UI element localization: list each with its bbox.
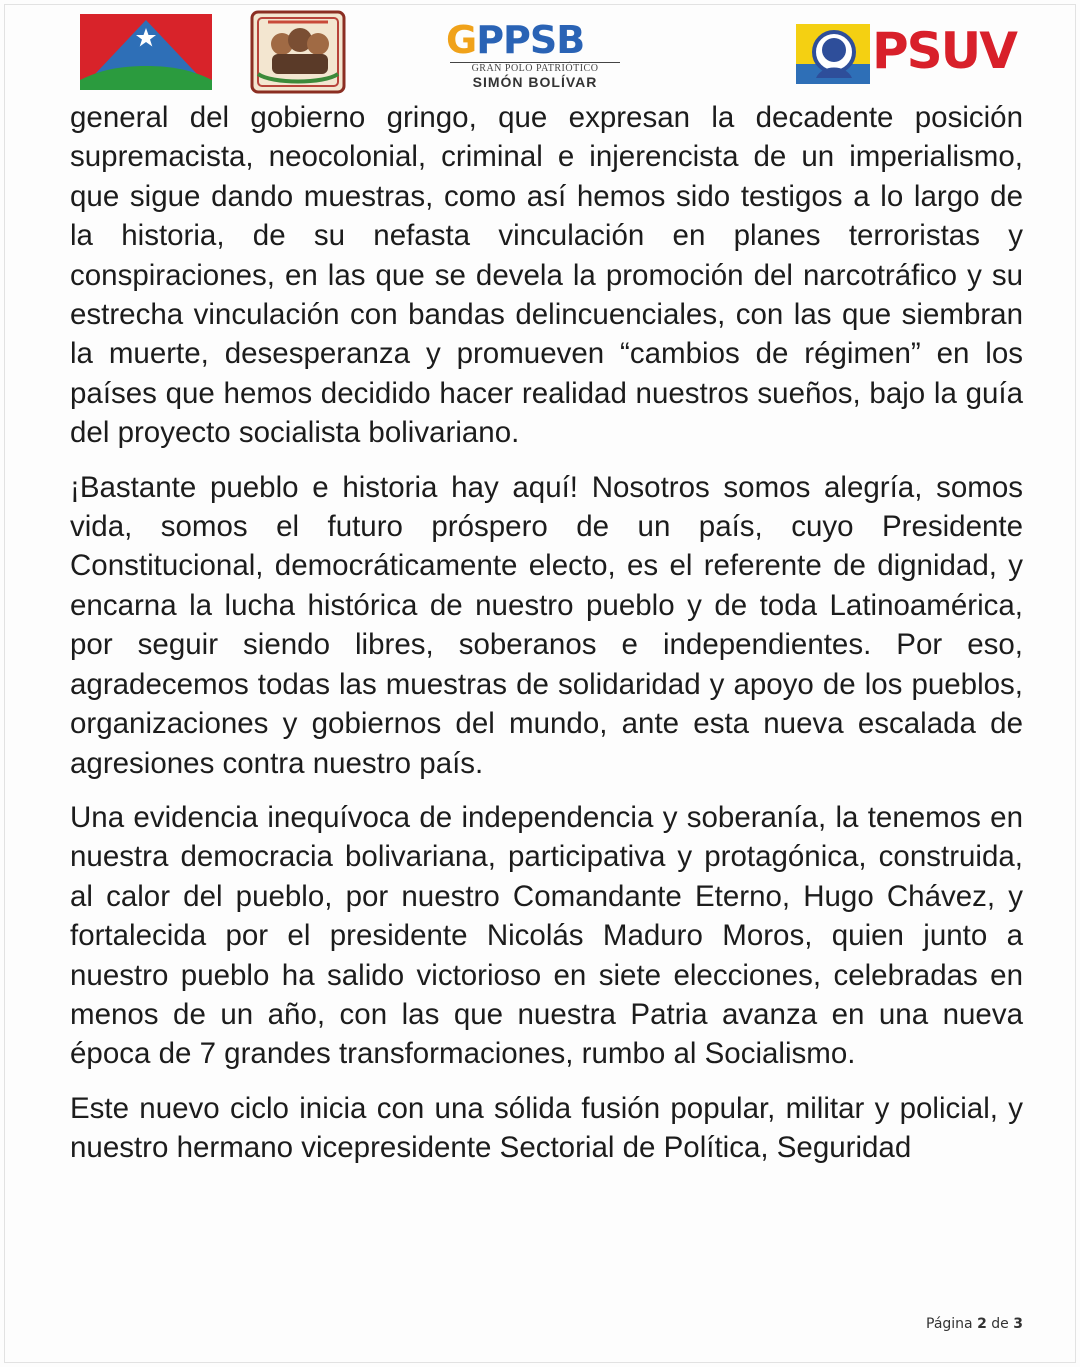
page-of: de	[991, 1316, 1009, 1332]
heroes-seal-icon	[248, 10, 348, 94]
portrait-icon	[794, 20, 874, 90]
gppsb-logo-name: SIMÓN BOLÍVAR	[472, 74, 598, 90]
paragraph: general del gobierno gringo, que expresan la decadente posición supremacista, neocolonial, criminal e injerencista de un imperialismo, que sigue dando muestras, como así hemos sido testigos a lo largo de la historia, de su nefasta vinculación en planes terroristas y conspiraciones, en las que se devela la promoción del narcotráfico y su estrecha vinculación con bandas delincuenciales, con las que siembran la muerte, desesperanza y promueven “cambios de régimen” en los países que hemos decidido hacer realidad nuestros sueños, bajo la guía del proyecto socialista bolivariano.	[70, 101, 1023, 450]
paragraph: Una evidencia inequívoca de independencia y soberanía, la tenemos en nuestra democracia bolivariana, participativa y protagónica, construida, al calor del pueblo, por nuestro Comandante Eterno, Hugo Chávez, y fortalecida por el presidente Nicolás Maduro Moros, quien junto a nuestro pueblo ha salido victorioso en siete elecciones, celebradas en menos de un año, con las que nuestra Patria avanza en una nueva época de 7 grandes transformaciones, rumbo al Socialismo.	[70, 800, 1023, 1071]
gppsb-logo-title: GPPSB	[446, 18, 585, 62]
page-number	[926, 1316, 1023, 1332]
document-body	[70, 98, 1023, 1183]
page-total: 3	[1013, 1316, 1023, 1332]
mountain-star-flag-icon	[80, 14, 212, 90]
psuv-logo	[794, 20, 1044, 90]
gppsb-logo-subtitle: GRAN POLO PATRIÓTICO	[450, 62, 620, 74]
page-label: Página	[926, 1316, 973, 1332]
page-current: 2	[977, 1316, 987, 1332]
paragraph: ¡Bastante pueblo e historia hay aquí! Nosotros somos alegría, somos vida, somos el futuro próspero de un país, cuyo Presidente Constitucional, democráticamente electo, es el referente de dignidad, y encarna la lucha histórica de nuestro pueblo y de toda Latinoamérica, por seguir siendo libres, soberanos e independientes. Por eso, agradecemos todas las muestras de solidaridad y apoyo de los pueblos, organizaciones y gobiernos del mundo, ante esta nueva escalada de agresiones contra nuestro país.	[70, 470, 1023, 780]
letterhead	[0, 10, 1080, 100]
gppsb-logo	[446, 20, 626, 90]
paragraph: Este nuevo ciclo inicia con una sólida fusión popular, militar y policial, y nuestro hermano vicepresidente Sectorial de Política, Seguridad	[70, 1091, 1023, 1165]
psuv-logo-text: PSUV	[872, 22, 1016, 80]
